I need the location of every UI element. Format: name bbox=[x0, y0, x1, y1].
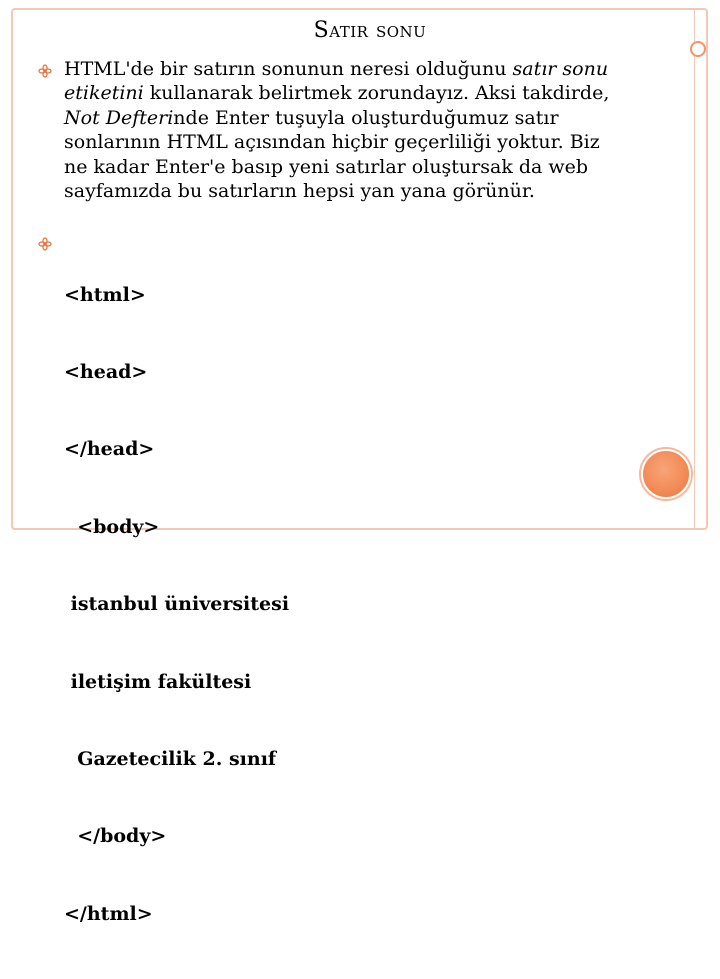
paragraph-text: nde Enter tuşuyla oluşturduğumuz satır sonlarının HTML açısından hiçbir geçerliliği yoktur. Biz ne kadar Enter'e basıp yeni satırlar oluştursak da web sayfamızda bu satırların hepsi yan yana görünür. bbox=[64, 106, 600, 203]
body-paragraph bbox=[64, 57, 619, 203]
paragraph-text: kullanarak belirtmek zorundayız. Aksi takdirde, bbox=[143, 82, 610, 105]
code-line: </html> bbox=[64, 902, 153, 925]
code-line: Gazetecilik 2. sınıf bbox=[64, 747, 277, 770]
flower-bullet-icon bbox=[38, 64, 52, 78]
paragraph-italic-app: Not Defteri bbox=[64, 106, 174, 129]
frame-rule bbox=[694, 8, 695, 530]
code-line: <body> bbox=[64, 515, 160, 538]
slide-title bbox=[0, 18, 720, 43]
flower-bullet-svg bbox=[38, 64, 52, 78]
orange-circle-icon bbox=[641, 449, 691, 499]
code-line: iletişim fakültesi bbox=[64, 670, 252, 693]
code-line: istanbul üniversitesi bbox=[64, 593, 290, 616]
html-code-example bbox=[64, 231, 289, 979]
flower-bullet-svg bbox=[38, 237, 52, 251]
circle-ornament-icon bbox=[690, 41, 706, 57]
code-line: <html> bbox=[64, 283, 146, 306]
slide-title-text: Satır sonu bbox=[313, 18, 427, 43]
flower-bullet-icon bbox=[38, 237, 52, 251]
code-line: </body> bbox=[64, 825, 167, 848]
paragraph-text: HTML'de bir satırın sonunun neresi olduğunu bbox=[64, 58, 513, 80]
code-line: <head> bbox=[64, 360, 148, 383]
code-line: </head> bbox=[64, 438, 155, 461]
paragraph-italic-term: satır sonu etiketini bbox=[64, 58, 609, 105]
